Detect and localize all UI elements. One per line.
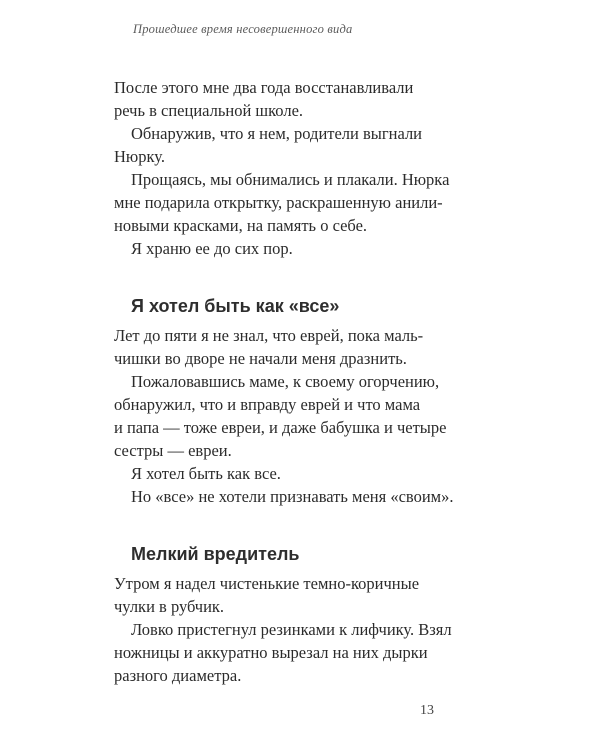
- text-line: речь в специальной школе.: [114, 101, 304, 120]
- text-line: Я хотел быть как все.: [131, 464, 281, 483]
- text-line: мне подарила открытку, раскрашенную анили-: [114, 193, 443, 212]
- text-line: Но «все» не хотели признавать меня «своим».: [131, 487, 454, 506]
- text-line: разного диаметра.: [114, 666, 242, 685]
- text-line: обнаружил, что и вправду еврей и что мама: [114, 395, 421, 414]
- text-line: и папа — тоже евреи, и даже бабушка и четыре: [114, 418, 447, 437]
- text-line: Лет до пяти я не знал, что еврей, пока маль-: [114, 326, 424, 345]
- text-line: Утром я надел чистенькие темно-коричные: [114, 574, 420, 593]
- running-head: Прошедшее время несовершенного вида: [133, 22, 353, 36]
- section-heading-melkiy-vreditel: Мелкий вредитель: [131, 544, 300, 564]
- text-line: Ловко пристегнул резинками к лифчику. Взял: [131, 620, 452, 639]
- text-line: чулки в рубчик.: [114, 597, 225, 616]
- text-line: ножницы и аккуратно вырезал на них дырки: [114, 643, 428, 662]
- text-line: чишки во дворе не начали меня дразнить.: [114, 349, 407, 368]
- page-number: 13: [420, 703, 434, 718]
- text-line: Нюрку.: [114, 147, 165, 166]
- section-heading-ya-hotel: Я хотел быть как «все»: [131, 296, 340, 316]
- text-line: сестры — евреи.: [114, 441, 232, 460]
- text-line: Обнаружив, что я нем, родители выгнали: [131, 124, 423, 143]
- text-line: Прощаясь, мы обнимались и плакали. Нюрка: [131, 170, 450, 189]
- text-line: После этого мне два года восстанавливали: [114, 78, 414, 97]
- text-line: новыми красками, на память о себе.: [114, 216, 368, 235]
- text-line: Я храню ее до сих пор.: [131, 239, 293, 258]
- text-line: Пожаловавшись маме, к своему огорчению,: [131, 372, 440, 391]
